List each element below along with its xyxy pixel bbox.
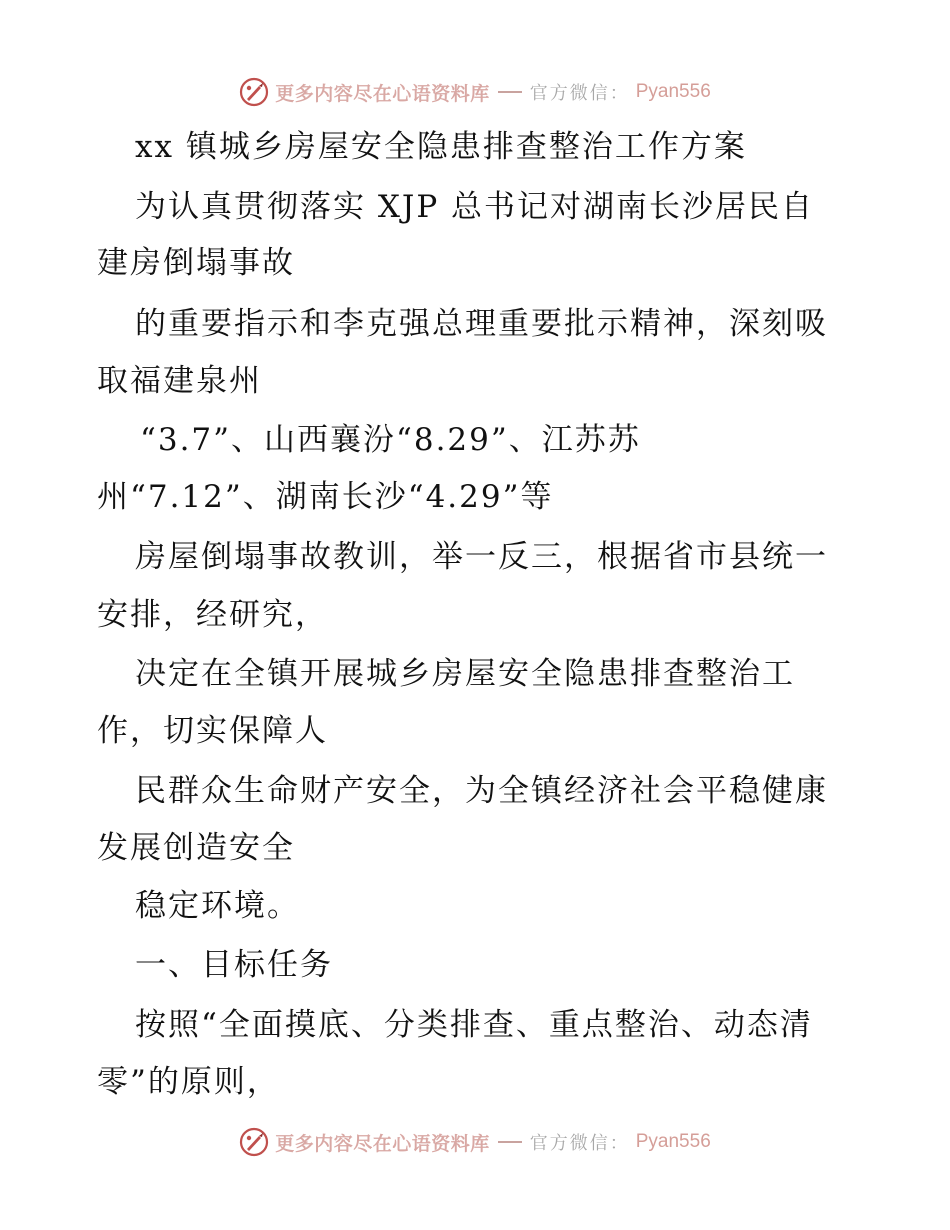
paragraph-7-line-1: 稳定环境。 [135, 888, 300, 924]
paragraph-2-line-1: 的重要指示和李克强总理重要批示精神，深刻吸 [135, 306, 828, 342]
quill-logo-icon [239, 1127, 269, 1157]
paragraph-1-line-2: 建房倒塌事故 [97, 245, 295, 281]
watermark-divider [498, 1141, 522, 1143]
paragraph-4-line-2: 安排，经研究， [97, 597, 328, 633]
document-title: xx 镇城乡房屋安全隐患排查整治工作方案 [135, 129, 747, 165]
footer-watermark [0, 1122, 950, 1162]
paragraph-8-line-1: 按照“全面摸底、分类排查、重点整治、动态清 [135, 1007, 813, 1043]
section-heading-1: 一、目标任务 [135, 947, 333, 983]
quill-logo-icon [239, 77, 269, 107]
watermark-brand: 更多内容尽在心语资料库 [275, 1132, 490, 1155]
paragraph-5-line-1: 决定在全镇开展城乡房屋安全隐患排查整治工 [135, 656, 795, 692]
watermark-official: 官方微信： [529, 1133, 630, 1154]
watermark-wechat-id: Pyan556 [635, 81, 711, 102]
paragraph-8-line-2: 零”的原则， [97, 1064, 280, 1100]
paragraph-1-line-1: 为认真贯彻落实 XJP 总书记对湖南长沙居民自 [135, 189, 815, 225]
paragraph-4-line-1: 房屋倒塌事故教训，举一反三，根据省市县统一 [135, 539, 828, 575]
watermark-brand: 更多内容尽在心语资料库 [275, 82, 490, 105]
paragraph-6-line-2: 发展创造安全 [97, 830, 295, 866]
watermark-divider [498, 91, 522, 93]
watermark-wechat-id: Pyan556 [635, 1131, 711, 1152]
paragraph-5-line-2: 作，切实保障人 [97, 713, 328, 749]
paragraph-3-line-2: 州“7.12”、湖南长沙“4.29”等 [97, 479, 554, 515]
header-watermark [0, 72, 950, 112]
paragraph-6-line-1: 民群众生命财产安全，为全镇经济社会平稳健康 [135, 773, 828, 809]
paragraph-3-line-1: “3.7”、山西襄汾“8.29”、江苏苏 [140, 422, 641, 458]
paragraph-2-line-2: 取福建泉州 [97, 363, 262, 399]
watermark-official: 官方微信： [529, 83, 630, 104]
